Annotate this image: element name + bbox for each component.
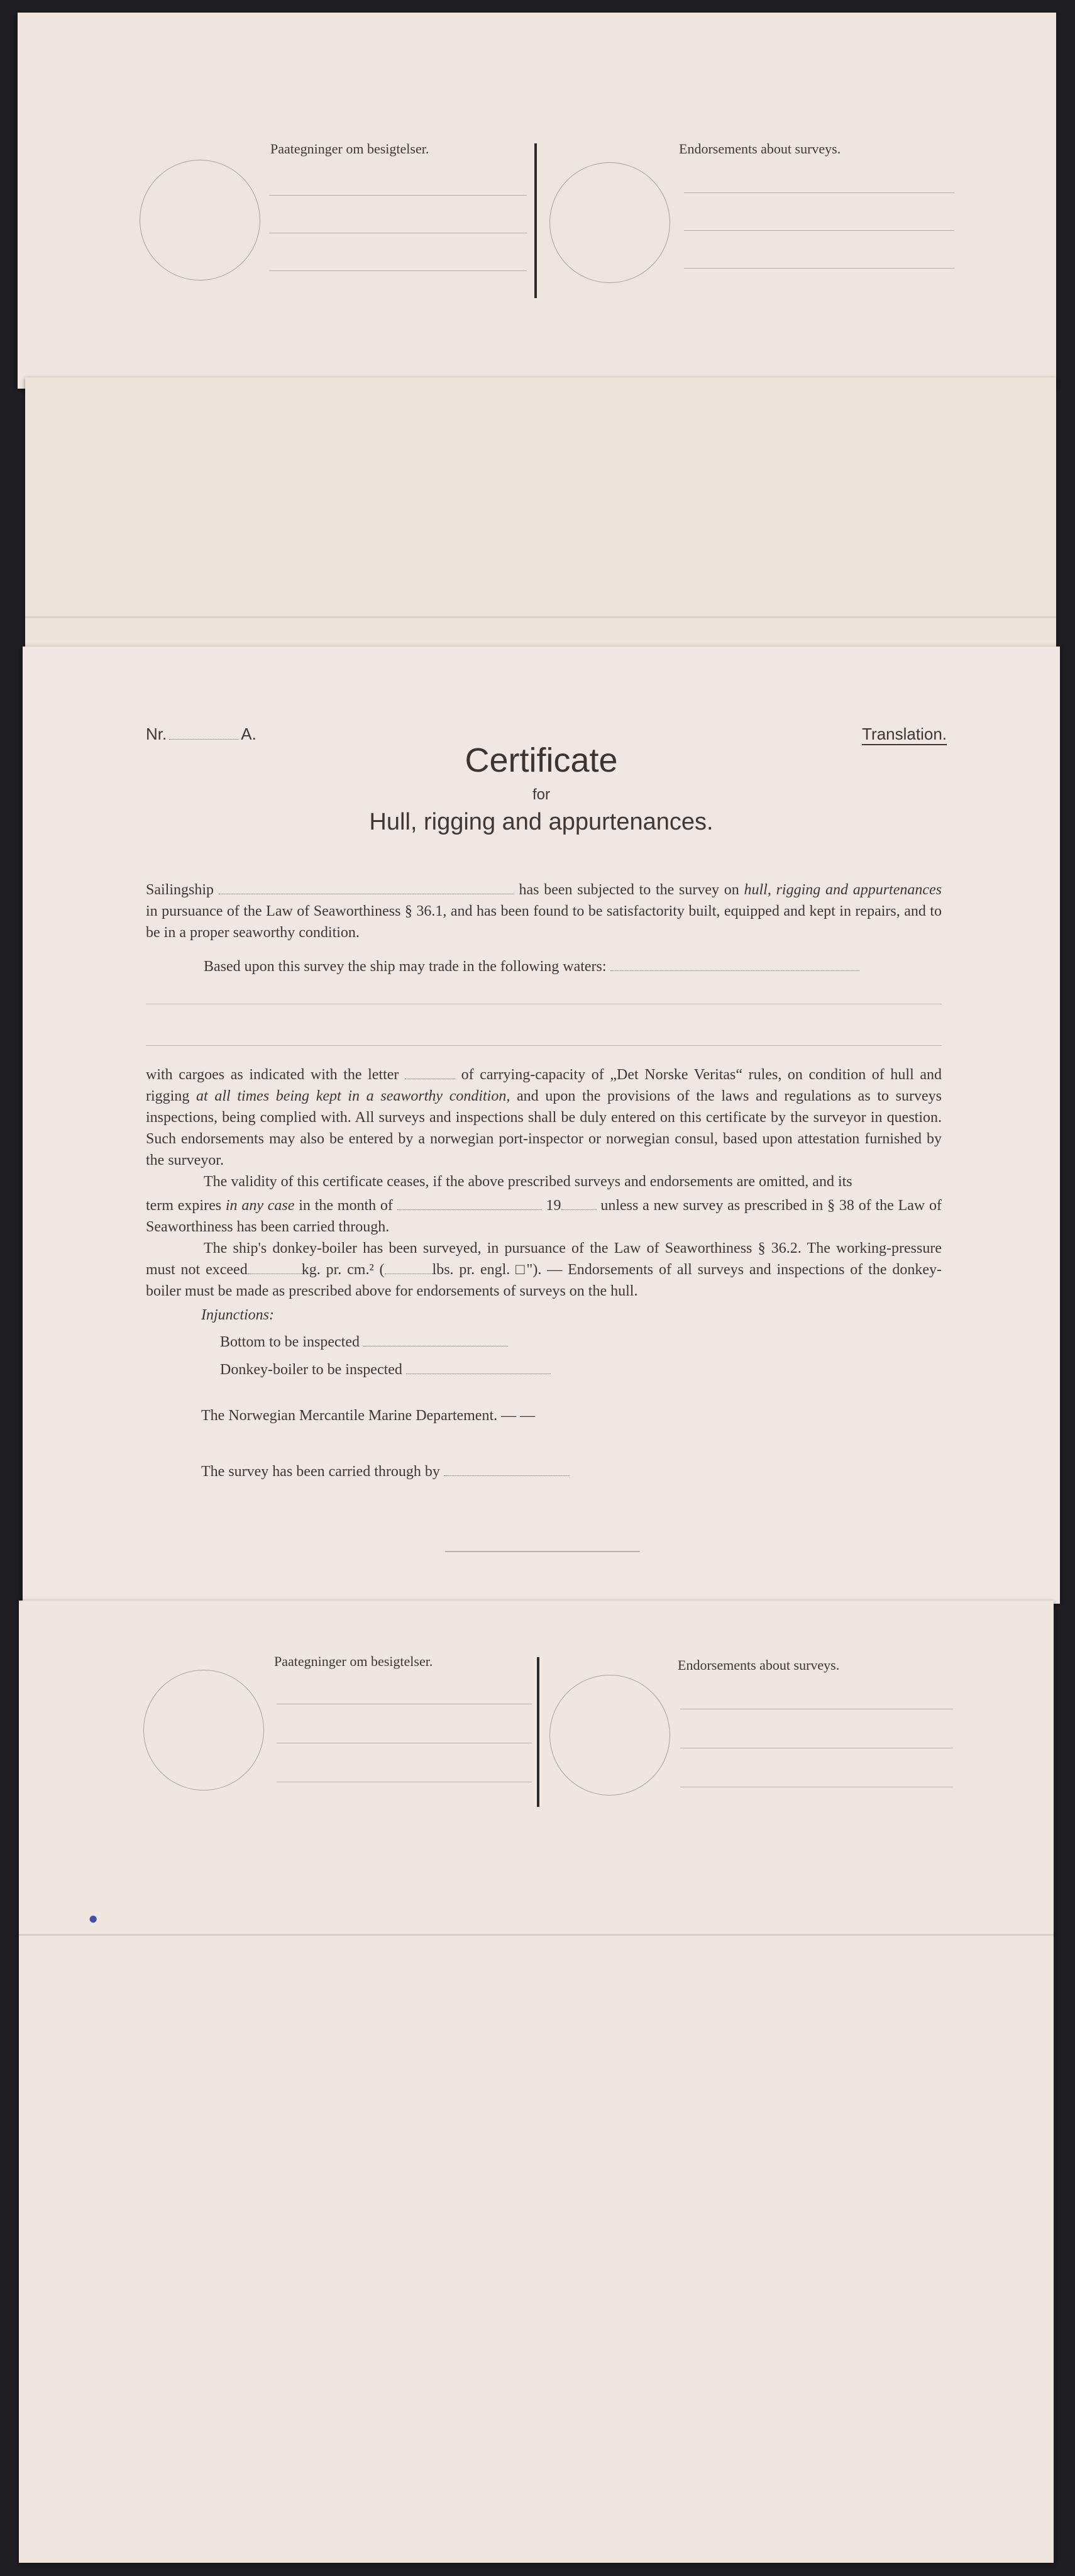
ink-mark: ●	[84, 1908, 102, 1929]
signature-line	[269, 270, 527, 271]
nr-blank	[169, 739, 238, 740]
paragraph-waters	[146, 956, 942, 977]
p6-start: The ship's donkey-boiler has been surveyed, in pursuance of the Law of Seaworthiness § 36.2. The working-pressure must not exceed	[146, 1240, 942, 1278]
p3-italic: at all times being kept in a seaworthy condition,	[196, 1088, 510, 1104]
donkey-inspection-blank	[406, 1361, 551, 1374]
panel-divider	[537, 1657, 539, 1807]
paragraph-cargoes	[146, 1064, 942, 1192]
translation-label: Translation.	[862, 724, 947, 745]
ornamental-rule	[445, 1551, 640, 1552]
p5-end: unless a new survey as prescribed in § 38 of the Law of Seaworthiness has been carried through.	[146, 1197, 942, 1235]
p6-kg: kg. pr. cm.² (	[301, 1262, 385, 1278]
surveyor-line	[201, 1463, 570, 1480]
p6-lbs: lbs. pr. engl. □").	[432, 1262, 542, 1278]
p5-mid: in the month of	[294, 1197, 393, 1214]
waters-blank	[610, 958, 859, 971]
surveyor-label: The survey has been carried through by	[201, 1463, 440, 1480]
p5-start: term expires	[146, 1197, 226, 1214]
pressure-lbs-blank	[385, 1261, 433, 1274]
nr-label: Nr.	[146, 724, 167, 743]
stamp-circle	[549, 162, 670, 283]
year-blank	[561, 1197, 597, 1210]
signature-line	[269, 195, 527, 196]
fold-crease	[25, 616, 1056, 618]
signature-line	[684, 230, 954, 231]
p3-mid: of carrying-capacity of „Det Norske Veritas“ rules, on condition of hull and rigging	[146, 1067, 942, 1104]
endorsement-heading-norwegian: Paategninger om besigtelser.	[274, 1653, 433, 1669]
p1-end: in pursuance of the Law of Seaworthiness § 36.1, and has been found to be satisfactority built, equipped and kept in repairs, and to be in a proper seaworthy condition.	[146, 903, 942, 941]
p6-end: — Endorsements of all surveys and inspections of the donkey-boiler must be made as prescribed above for endorsements of surveys on the hull.	[146, 1262, 942, 1299]
sailingship-label: Sailingship	[146, 882, 214, 898]
department-line: The Norwegian Mercantile Marine Departement. — —	[201, 1407, 536, 1424]
fold-crease	[19, 1934, 1054, 1936]
stamp-circle	[140, 160, 260, 280]
certificate-subtitle: Hull, rigging and appurtenances.	[369, 809, 714, 835]
donkey-inspection-label: Donkey-boiler to be inspected	[220, 1362, 402, 1378]
p3-start: with cargoes as indicated with the letter	[146, 1067, 399, 1083]
p1-italic: hull, rigging and appurtenances	[744, 882, 942, 898]
bottom-inspection-line	[220, 1333, 508, 1351]
signature-line	[684, 192, 954, 193]
p3-end: and upon the provisions of the laws and regulations as to surveys inspections, being complied with. All surveys and inspections shall be duly entered on this certificate by the surveyor in question. Such endorsements may also be entered by a norwegian port-inspector or norwegian consul, based upon attestation furnished by the surveyor.	[146, 1088, 942, 1169]
donkey-inspection-line	[220, 1361, 551, 1379]
validity-text: The validity of this certificate ceases, if the above prescribed surveys and endorsements are omitted, and its	[204, 1174, 852, 1190]
certificate	[23, 647, 1060, 1604]
ship-name-blank	[219, 881, 514, 894]
year-prefix: 19	[546, 1197, 561, 1214]
endorsement-heading-norwegian: Paategninger om besigtelser.	[270, 141, 429, 157]
letter-blank	[405, 1066, 455, 1079]
folded-sheet	[25, 377, 1056, 648]
endorsement-heading-english: Endorsements about surveys.	[679, 141, 841, 157]
endorsement-flap-bottom	[19, 1601, 1054, 2563]
p1-text: has been subjected to the survey on	[519, 882, 744, 898]
stamp-circle	[143, 1670, 264, 1790]
paragraph-term	[146, 1195, 942, 1302]
bottom-inspection-label: Bottom to be inspected	[220, 1334, 360, 1350]
signature-line	[684, 268, 954, 269]
panel-divider	[534, 143, 537, 298]
bottom-inspection-blank	[363, 1333, 508, 1346]
certificate-for: for	[532, 786, 550, 803]
stamp-circle	[549, 1675, 670, 1796]
injunctions-heading: Injunctions:	[201, 1307, 274, 1323]
month-blank	[397, 1197, 542, 1210]
waters-text: Based upon this survey the ship may trade in the following waters:	[204, 958, 607, 975]
p5-italic: in any case	[225, 1197, 295, 1214]
certificate-sheet	[23, 647, 1060, 1604]
nr-suffix: A.	[241, 724, 256, 743]
endorsement-panel-top	[18, 13, 1056, 389]
paragraph-sailingship	[146, 879, 942, 943]
endorsement-heading-english: Endorsements about surveys.	[678, 1657, 840, 1673]
certificate-title: Certificate	[465, 741, 618, 779]
endorsement-panel-bottom	[19, 1601, 1054, 2563]
endorsement-flap-top	[18, 13, 1056, 389]
pressure-kg-blank	[248, 1261, 302, 1274]
surveyor-blank	[444, 1463, 570, 1476]
waters-line	[146, 1045, 942, 1046]
